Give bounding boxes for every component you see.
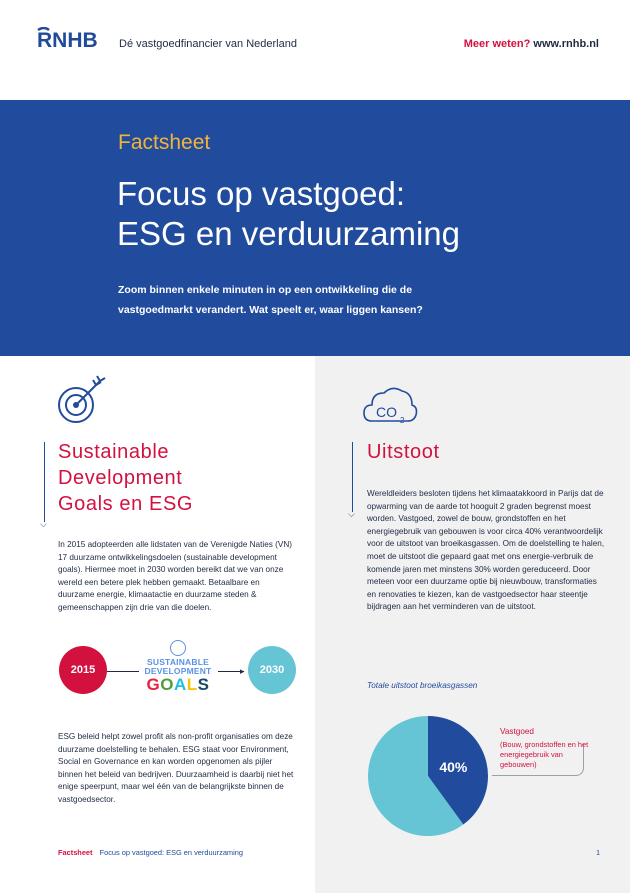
sdg-heading-line-1: Sustainable — [58, 441, 170, 463]
tagline: Dé vastgoedfinancier van Nederland — [119, 38, 297, 50]
hero-banner — [0, 100, 630, 356]
legend-title: Vastgoed — [500, 727, 534, 736]
contact-url[interactable]: www.rnhb.nl — [533, 38, 599, 50]
sdg-heading — [58, 439, 193, 517]
sdg-paragraph-2: ESG beleid helpt zowel profit als non-profit organisaties om deze duurzame doelstelling te behalen. ESG staat voor Environment, Social en Governance en kan worden opgenomen als pijler binnen het beleid van bedrijven. Duurzaamheid is daarbij niet het enige speerpunt, maar wel één van de belangrijkste binnen de vastgoedsector. — [58, 732, 294, 804]
chart-title: Totale uitstoot broeikasgassen — [367, 681, 478, 690]
sdg-goals-letter: L — [186, 675, 198, 694]
left-vertical-line — [44, 442, 45, 522]
co2-text: CO — [376, 404, 397, 420]
timeline-line-left — [107, 671, 139, 672]
footer-title: Focus op vastgoed: ESG en verduurzaming — [99, 848, 243, 857]
right-vertical-line — [352, 442, 353, 512]
hero-kicker: Factsheet — [118, 131, 211, 154]
page-header — [0, 0, 630, 100]
sdg-heading-line-3: Goals en ESG — [58, 493, 194, 515]
timeline-arrow-icon: ▸ — [240, 666, 245, 676]
un-emblem-icon — [170, 640, 186, 656]
sdg-logo-line-1: SUSTAINABLE — [146, 657, 209, 667]
footer-label: Factsheet — [58, 848, 93, 857]
title-line-1: Focus op vastgoed: — [117, 175, 406, 212]
co2-cloud-icon — [362, 381, 418, 429]
contact-label: Meer weten? — [463, 38, 531, 50]
uitstoot-heading: Uitstoot — [367, 441, 440, 463]
sdg-logo — [140, 640, 216, 698]
sdg-goals-letter: O — [160, 675, 174, 694]
co2-subscript: 2 — [400, 416, 405, 425]
hero-intro: Zoom binnen enkele minuten in op een ontwikkeling die de vastgoedmarkt verandert. Wat speelt er, waar liggen kansen? — [118, 284, 423, 316]
sdg-goals-letter: G — [146, 675, 161, 694]
emissions-pie-chart — [368, 716, 488, 836]
sdg-logo-line-2: DEVELOPMENT — [144, 666, 212, 676]
left-arrow-head-icon: ⌵ — [40, 519, 47, 529]
sdg-goals-letter: A — [173, 675, 187, 694]
right-arrow-head-icon: ⌵ — [348, 509, 355, 519]
title-line-2: ESG en verduurzaming — [117, 215, 461, 252]
year-2015-circle: 2015 — [59, 646, 107, 694]
year-2030-circle: 2030 — [248, 646, 296, 694]
page-title — [117, 174, 460, 254]
pie-label-vastgoed: 40% — [439, 759, 468, 776]
sdg-logo-goals — [140, 676, 216, 694]
page-number: 1 — [596, 848, 601, 857]
uitstoot-paragraph: Wereldleiders besloten tijdens het klimaatakkoord in Parijs dat de opwarming van de aarde tot hooguit 2 graden begrenst moest worden. Vastgoed, zowel de bouw, grondstoffen en het energiegebruik van gebouwen is voor circa 40% verantwoordelijk voor de uitstoot van broeikasgassen. Om de doelstelling te halen, moet de uitstoot die gepaard gaat met ons energie-verbruik de komende jaren met minstens 30% worden gereduceerd. Door meteen voor een duurzame optie bij nieuwbouw, transformaties en renovaties te kiezen, kan de vastgoedsector haar steentje bijdragen aan het verminderen van de uitstoot. — [367, 489, 605, 612]
sdg-paragraph-1: In 2015 adopteerden alle lidstaten van de Verenigde Naties (VN) 17 duurzame ontwikkelingsdoelen (sustainable development goals). Hiermee moet in 2030 worden bereikt dat we van onze wereld een betere plek hebben gemaakt. Betaalbare en duurzame energie, klimaatactie en duurzame steden & gemeenschappen zijn drie van die doelen. — [58, 540, 292, 612]
sdg-heading-line-2: Development — [58, 467, 183, 489]
contact-link[interactable] — [464, 38, 599, 50]
footer — [58, 848, 243, 857]
legend-text: (Bouw, grondstoffen en het energiegebruik van gebouwen) — [500, 740, 589, 769]
logo-text: RNHB — [37, 29, 98, 52]
target-icon — [56, 373, 110, 425]
sdg-goals-letter: S — [197, 675, 210, 694]
